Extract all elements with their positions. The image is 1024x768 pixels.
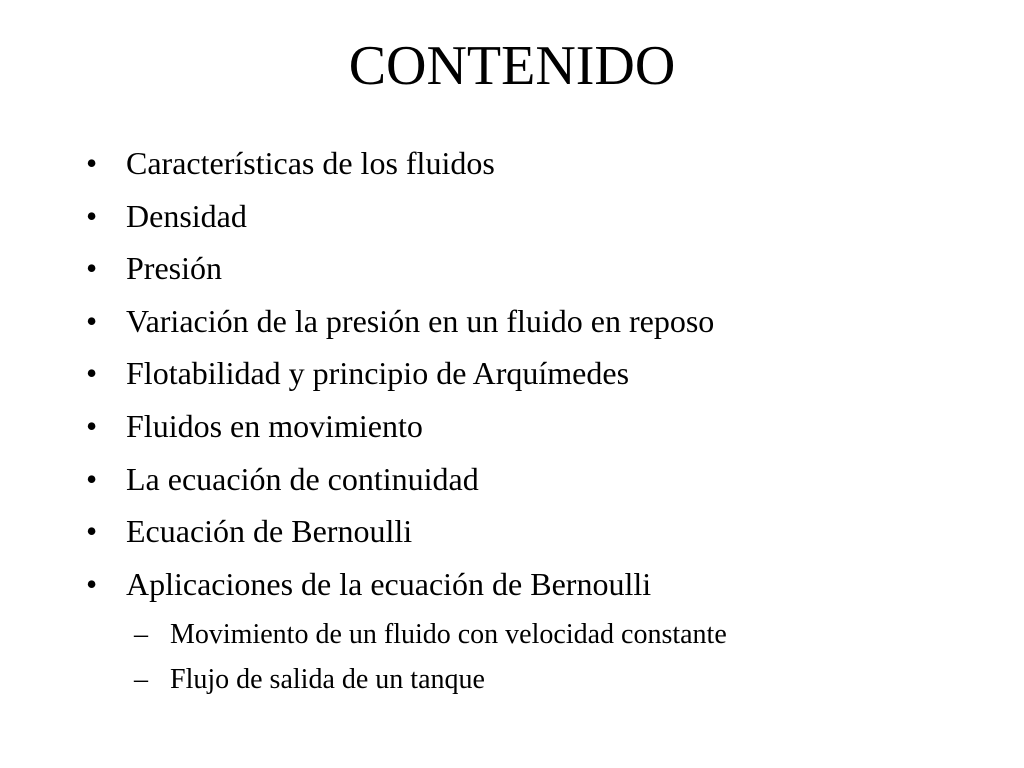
list-item <box>86 558 986 611</box>
dash-marker: – <box>134 664 148 696</box>
list-item-label: Presión <box>126 250 222 287</box>
list-item <box>86 137 986 190</box>
sub-list-item <box>134 612 986 657</box>
dash-marker: – <box>134 619 148 651</box>
bullet-marker: • <box>86 407 98 444</box>
sub-list-item-label: Movimiento de un fluido con velocidad constante <box>170 619 727 651</box>
list-item-label: Ecuación de Bernoulli <box>126 513 413 550</box>
bullet-marker: • <box>86 513 98 550</box>
sub-list-item-label: Flujo de salida de un tanque <box>170 664 485 696</box>
list-item-label: Variación de la presión en un fluido en reposo <box>126 302 715 339</box>
list-item-label: Aplicaciones de la ecuación de Bernoulli <box>126 565 652 602</box>
bullet-marker: • <box>86 145 98 181</box>
sub-list-item <box>134 657 986 702</box>
sub-list <box>86 612 986 702</box>
list-item-label: La ecuación de continuidad <box>126 460 479 497</box>
list-item <box>86 505 986 558</box>
list-item-label: Densidad <box>126 197 247 234</box>
list-item <box>86 347 986 400</box>
bullet-marker: • <box>86 355 98 392</box>
list-item <box>86 295 986 348</box>
bullet-marker: • <box>86 565 98 602</box>
bullet-marker: • <box>86 250 98 287</box>
list-item-label: Fluidos en movimiento <box>126 407 423 444</box>
bullet-marker: • <box>86 460 98 497</box>
bullet-marker: • <box>86 197 98 234</box>
slide-title: CONTENIDO <box>348 35 676 97</box>
list-item-label: Flotabilidad y principio de Arquímedes <box>126 355 630 392</box>
list-item <box>86 190 986 243</box>
list-item <box>86 400 986 453</box>
bullet-marker: • <box>86 302 98 339</box>
list-item <box>86 242 986 295</box>
list-item-label: Características de los fluidos <box>126 145 495 181</box>
list-item <box>86 453 986 506</box>
bullet-list <box>86 137 986 702</box>
